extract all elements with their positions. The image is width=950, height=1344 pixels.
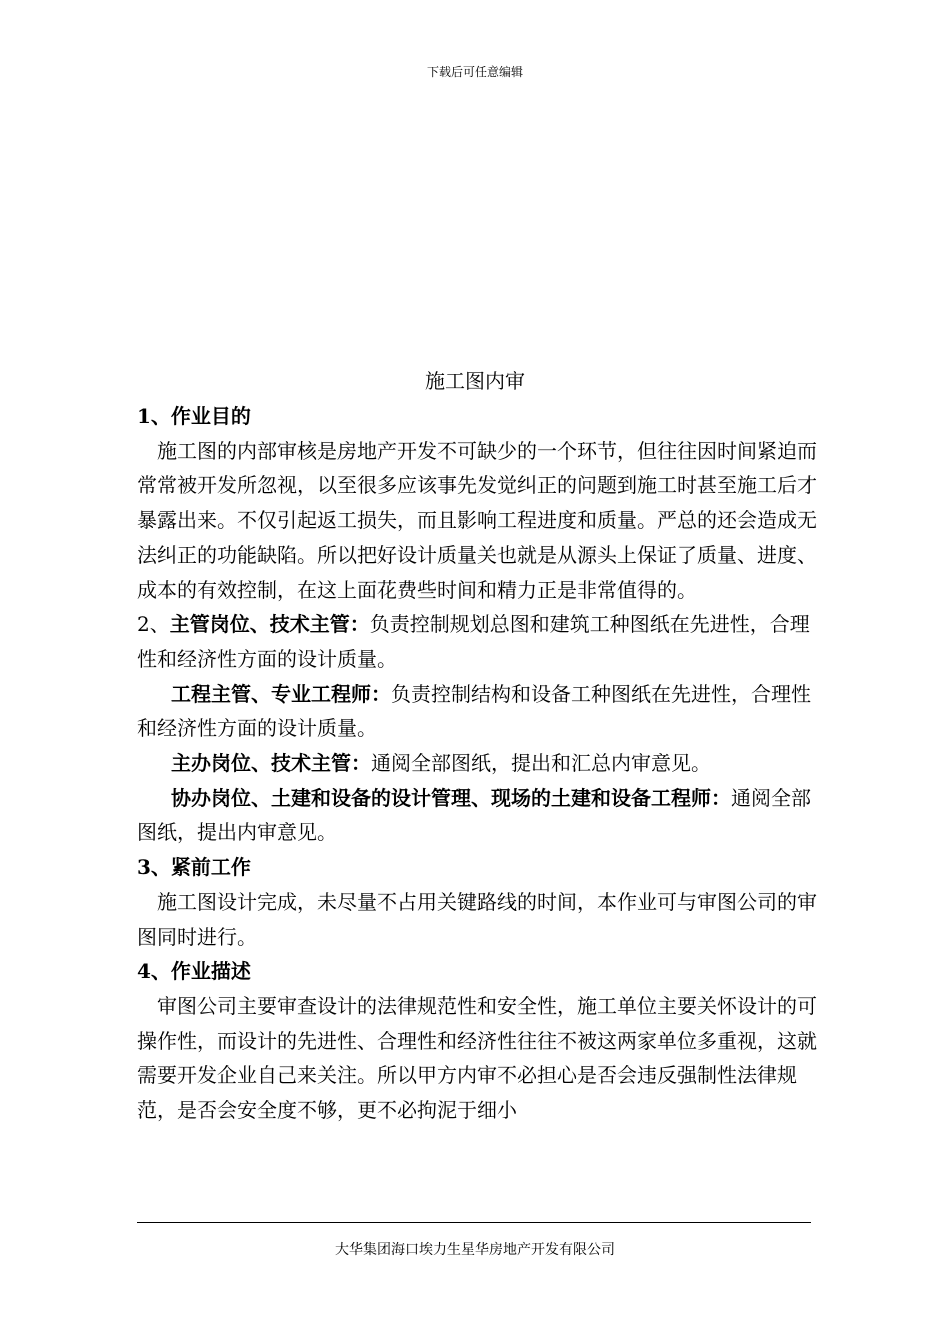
section-2-line-2 (137, 677, 817, 746)
footer-divider (137, 1222, 811, 1223)
footer-company: 大华集团海口埃力生星华房地产开发有限公司 (335, 1242, 615, 1258)
section-2-role-4: 协办岗位、土建和设备的设计管理、现场的土建和设备工程师： (171, 785, 731, 810)
section-2-duty-4: 通阅全部图纸，提出内审意见。 (137, 785, 811, 845)
section-4-paragraph: 审图公司主要审查设计的法律规范性和安全性，施工单位主要关怀设计的可操作性，而设计的先进性、合理性和经济性往往不被这两家单位多重视，这就需要开发企业自己来关注。所以甲方内审不必担心是否会违反强制性法律规范，是否会安全度不够，更不必拘泥于细小 (137, 993, 817, 1123)
section-2-duty-2: 负责控制结构和设备工种图纸在先进性，合理性和经济性方面的设计质量。 (137, 681, 811, 741)
section-2-role-1: 主管岗位、技术主管： (169, 612, 370, 637)
section-2-role-3: 主办岗位、技术主管： (171, 751, 371, 776)
section-1-heading: 1、作业目的 (137, 404, 251, 428)
section-2-line-1 (137, 607, 817, 676)
header-note: 下载后可任意编辑 (426, 65, 523, 79)
section-2-number: 2、 (137, 612, 170, 637)
section-2-role-2: 工程主管、专业工程师： (171, 681, 391, 706)
section-3-heading: 3、紧前工作 (137, 855, 251, 880)
section-2-line-3 (137, 746, 817, 781)
section-3-paragraph: 施工图设计完成，未尽量不占用关键路线的时间，本作业可与审图公司的审图同时进行。 (137, 889, 817, 949)
document-body (137, 399, 817, 1128)
section-4-heading: 4、作业描述 (137, 959, 251, 984)
section-2-duty-1: 负责控制规划总图和建筑工种图纸在先进性，合理性和经济性方面的设计质量。 (137, 612, 810, 671)
section-2-duty-3: 通阅全部图纸，提出和汇总内审意见。 (371, 751, 711, 776)
section-1-paragraph: 施工图的内部审核是房地产开发不可缺少的一个环节，但往往因时间紧迫而常常被开发所忽视，以至很多应该事先发觉纠正的问题到施工时甚至施工后才暴露出来。不仅引起返工损失，而且影响工程进度和质量。严总的还会造成无法纠正的功能缺陷。所以把好设计质量关也就是从源头上保证了质量、进度、成本的有效控制，在这上面花费些时间和精力正是非常值得的。 (137, 438, 817, 602)
section-2-line-4 (137, 781, 817, 850)
document-title: 施工图内审 (425, 369, 525, 393)
